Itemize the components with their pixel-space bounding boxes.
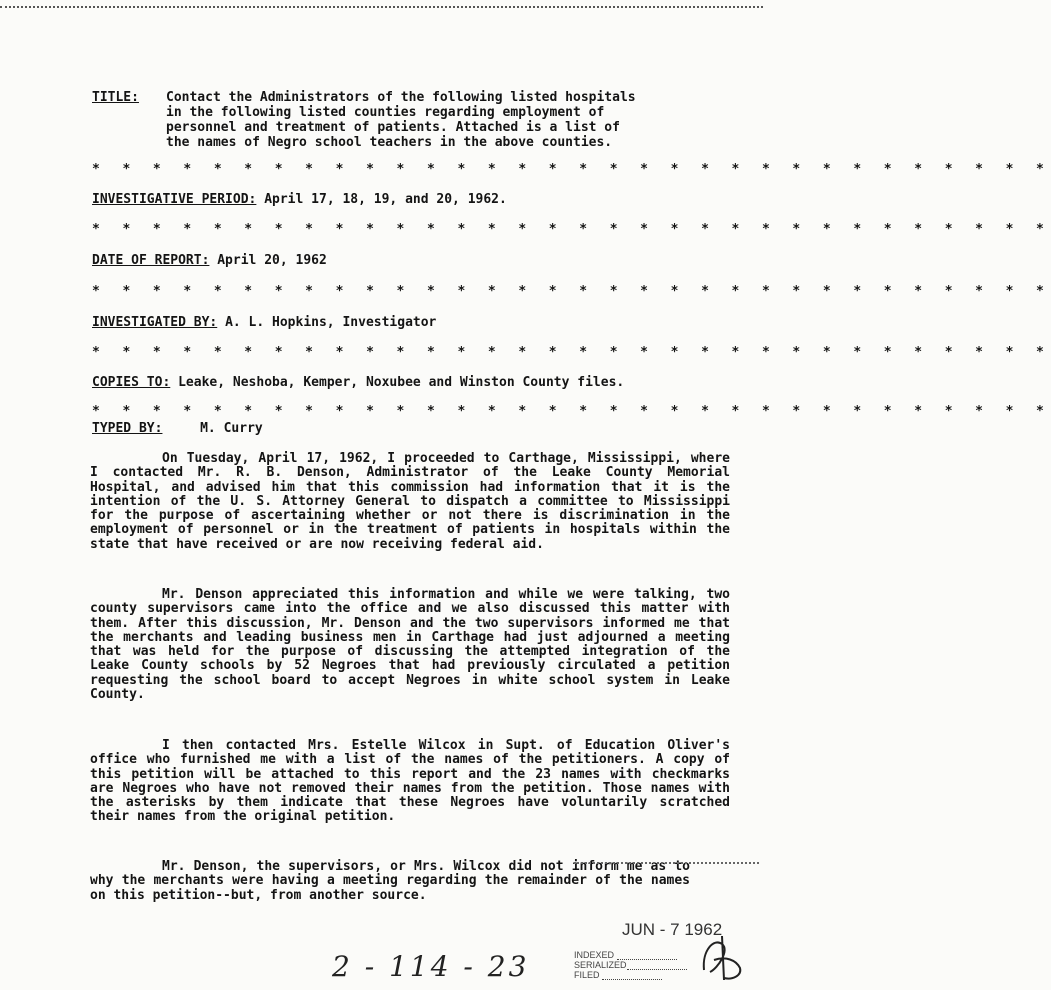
title-text: Contact the Administrators of the following listed hospitals in the following listed counties regarding employment of personnel and treatment of patients. Attached is a list of the names of Negro school teachers in the above counties. xyxy=(166,90,636,150)
investigated-by-value: A. L. Hopkins, Investigator xyxy=(225,315,437,330)
stamp-filed: FILED xyxy=(574,970,600,980)
date-of-report-label: DATE OF REPORT: xyxy=(92,253,210,268)
title-block xyxy=(92,90,732,150)
title-label: TITLE: xyxy=(92,90,139,105)
investigated-by-label: INVESTIGATED BY: xyxy=(92,315,218,330)
body-paragraph: On Tuesday, April 17, 1962, I proceeded to Carthage, Mississippi, where I contacted Mr. R. B. Denson, Administrator of the Leake County Memorial Hospital, and advised him that this commission had information that it is the intention of the U. S. Attorney General to dispatch a committee to Mississippi for the purpose of ascertaining whether or not there is discrimination in the employment of personnel or in the treatment of patients in hospitals within the state that have received or are now receiving federal aid. xyxy=(90,451,730,552)
investigative-period xyxy=(92,192,507,207)
top-border xyxy=(0,6,763,8)
body-paragraph: Mr. Denson appreciated this information and while we were talking, two county supervisors came into the office and we also discussed this matter with them. After this discussion, Mr. Denson and the two supervisors informed me that the merchants and leading business men in Carthage had just adjourned a meeting that was held for the purpose of discussing the attempted integration of the Leake County schools by 52 Negroes that had previously circulated a petition requesting the school board to accept Negroes in white school system in Leake County. xyxy=(90,587,730,703)
investigated-by xyxy=(92,315,436,330)
stamp-border xyxy=(574,862,759,864)
typed-by-label: TYPED BY: xyxy=(92,421,163,436)
typed-by-value: M. Curry xyxy=(200,421,263,436)
separator: * * * * * * * * * * * * * * * * * * * * * * * * * * * * * * * * xyxy=(92,162,1051,177)
stamp-date: JUN - 7 1962 xyxy=(622,920,723,939)
separator: * * * * * * * * * * * * * * * * * * * * * * * * * * * * * * * * xyxy=(92,222,1051,237)
initials-signature xyxy=(696,930,746,985)
copies-to-value: Leake, Neshoba, Kemper, Noxubee and Winston County files. xyxy=(178,375,625,390)
stamp-serialized: SERIALIZED xyxy=(574,960,627,970)
body-paragraph: I then contacted Mrs. Estelle Wilcox in Supt. of Education Oliver's office who furnished me with a list of the names of the petitioners. A copy of this petition will be attached to this report and the 23 names with checkmarks are Negroes who have not removed their names from the petition. Those names with the asterisks by them indicate that these Negroes have voluntarily scratched their names from the original petition. xyxy=(90,738,730,825)
handwritten-file-number: 2 - 114 - 23 xyxy=(332,950,530,983)
stamp-indexed: INDEXED xyxy=(574,950,615,960)
date-of-report xyxy=(92,253,327,268)
investigative-period-label: INVESTIGATIVE PERIOD: xyxy=(92,192,257,207)
copies-to-label: COPIES TO: xyxy=(92,375,171,390)
separator: * * * * * * * * * * * * * * * * * * * * * * * * * * * * * * * * xyxy=(92,345,1051,360)
body-paragraph: Mr. Denson, the supervisors, or Mrs. Wilcox did not inform me as to why the merchants were having a meeting regarding the remainder of the names on this petition--but, from another source. xyxy=(90,859,690,903)
investigative-period-value: April 17, 18, 19, and 20, 1962. xyxy=(264,192,507,207)
stamp-index-lines xyxy=(574,950,687,980)
copies-to xyxy=(92,375,624,390)
typed-by xyxy=(92,421,263,436)
date-of-report-value: April 20, 1962 xyxy=(217,253,327,268)
separator: * * * * * * * * * * * * * * * * * * * * * * * * * * * * * * * * xyxy=(92,404,1051,419)
separator: * * * * * * * * * * * * * * * * * * * * * * * * * * * * * * * * xyxy=(92,284,1051,299)
